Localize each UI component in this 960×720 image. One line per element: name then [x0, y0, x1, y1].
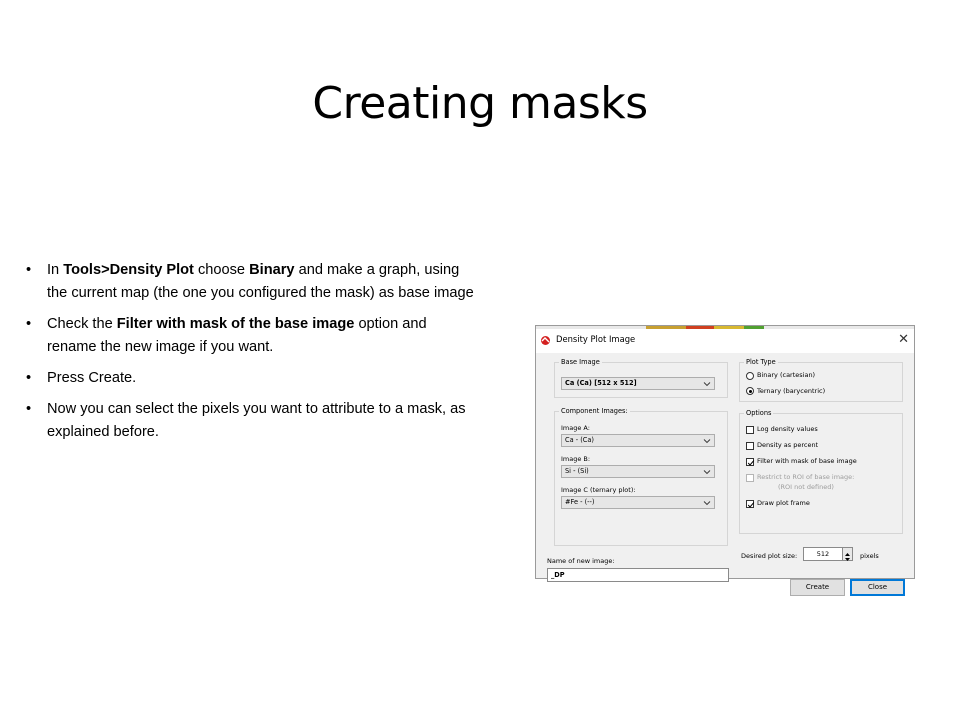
binary-radio[interactable]: [746, 372, 754, 380]
checkmark-icon: [747, 459, 755, 467]
image-a-label: Image A:: [561, 424, 590, 432]
base-image-select[interactable]: [561, 377, 715, 390]
base-image-group: [554, 358, 728, 398]
binary-radio-label[interactable]: Binary (cartesian): [757, 371, 816, 379]
bullet-text: Check the: [47, 316, 117, 332]
bullet-dot: •: [26, 316, 32, 332]
ternary-radio[interactable]: [746, 387, 754, 395]
image-b-value: Si - (Si): [565, 467, 589, 475]
close-icon[interactable]: ✕: [898, 332, 909, 347]
spin-arrows-icon: [843, 551, 852, 563]
filter-mask-checkbox[interactable]: [746, 458, 754, 466]
restrict-roi-label: Restrict to ROI of base image:: [757, 473, 855, 481]
app-icon: [540, 335, 551, 346]
log-density-label[interactable]: Log density values: [757, 425, 818, 433]
image-c-label: Image C (ternary plot):: [561, 486, 636, 494]
new-image-name-field[interactable]: _DP: [547, 568, 729, 582]
chevron-down-icon: [703, 380, 711, 388]
bullet-text: choose: [193, 262, 250, 278]
plot-size-unit: pixels: [860, 552, 879, 560]
image-c-select[interactable]: [561, 496, 715, 509]
density-percent-checkbox[interactable]: [746, 442, 754, 450]
bullet-text: and make a graph, using the current map (the one you configured the mask) as base image: [47, 262, 474, 301]
options-group: [739, 409, 903, 534]
bullet-item: [26, 367, 476, 390]
density-plot-dialog-screenshot: [535, 325, 915, 591]
log-density-checkbox[interactable]: [746, 426, 754, 434]
bullet-item: [26, 313, 476, 359]
bullet-dot: •: [26, 370, 32, 386]
options-label: Options: [746, 409, 772, 417]
image-a-value: Ca - (Ca): [565, 436, 595, 444]
draw-frame-checkbox[interactable]: [746, 500, 754, 508]
bullet-emphasis: Filter with mask of the base image: [116, 316, 355, 332]
ternary-radio-label[interactable]: Ternary (barycentric): [757, 387, 826, 395]
base-image-label: Base Image: [561, 358, 600, 366]
new-image-label: Name of new image:: [547, 557, 615, 565]
base-image-value: Ca (Ca) [512 x 512]: [565, 379, 637, 387]
chevron-down-icon: [703, 437, 711, 445]
checkmark-icon: [747, 501, 755, 509]
bullet-text: Now you can select the pixels you want to attribute to a mask, as explained before.: [47, 401, 466, 440]
density-percent-label[interactable]: Density as percent: [757, 441, 819, 449]
dialog-title: Density Plot Image: [556, 334, 636, 344]
bullet-dot: •: [26, 262, 32, 278]
bullet-dot: •: [26, 401, 32, 417]
bullet-text: option and rename the new image if you want.: [47, 316, 427, 355]
dialog-body: [536, 353, 914, 591]
chevron-down-icon: [703, 499, 711, 507]
plot-size-input[interactable]: 512: [803, 547, 843, 561]
draw-frame-label[interactable]: Draw plot frame: [757, 499, 810, 507]
roi-note: (ROI not defined): [778, 483, 834, 491]
bullet-list: [26, 259, 476, 452]
component-images-group: [554, 407, 728, 546]
image-b-select[interactable]: [561, 465, 715, 478]
bullet-emphasis: Tools>Density Plot: [63, 262, 194, 278]
chevron-down-icon: [703, 468, 711, 476]
image-b-label: Image B:: [561, 455, 591, 463]
image-c-value: #Fe - (--): [565, 498, 595, 506]
plot-size-label: Desired plot size:: [741, 552, 798, 560]
plot-type-group: [739, 358, 903, 402]
plot-size-stepper[interactable]: [842, 547, 853, 561]
plot-type-label: Plot Type: [746, 358, 776, 366]
close-button[interactable]: Close: [850, 579, 905, 596]
bullet-text: In: [47, 262, 64, 278]
bullet-item: [26, 398, 476, 444]
create-button[interactable]: Create: [790, 579, 845, 596]
bullet-text: Press Create.: [47, 370, 137, 386]
bullet-item: [26, 259, 476, 305]
bullet-emphasis: Binary: [249, 262, 295, 278]
filter-mask-label[interactable]: Filter with mask of base image: [757, 457, 857, 465]
dialog-titlebar: [536, 329, 914, 353]
slide-title: Creating masks: [312, 78, 648, 129]
image-a-select[interactable]: [561, 434, 715, 447]
restrict-roi-checkbox[interactable]: [746, 474, 754, 482]
component-images-label: Component Images:: [561, 407, 628, 415]
